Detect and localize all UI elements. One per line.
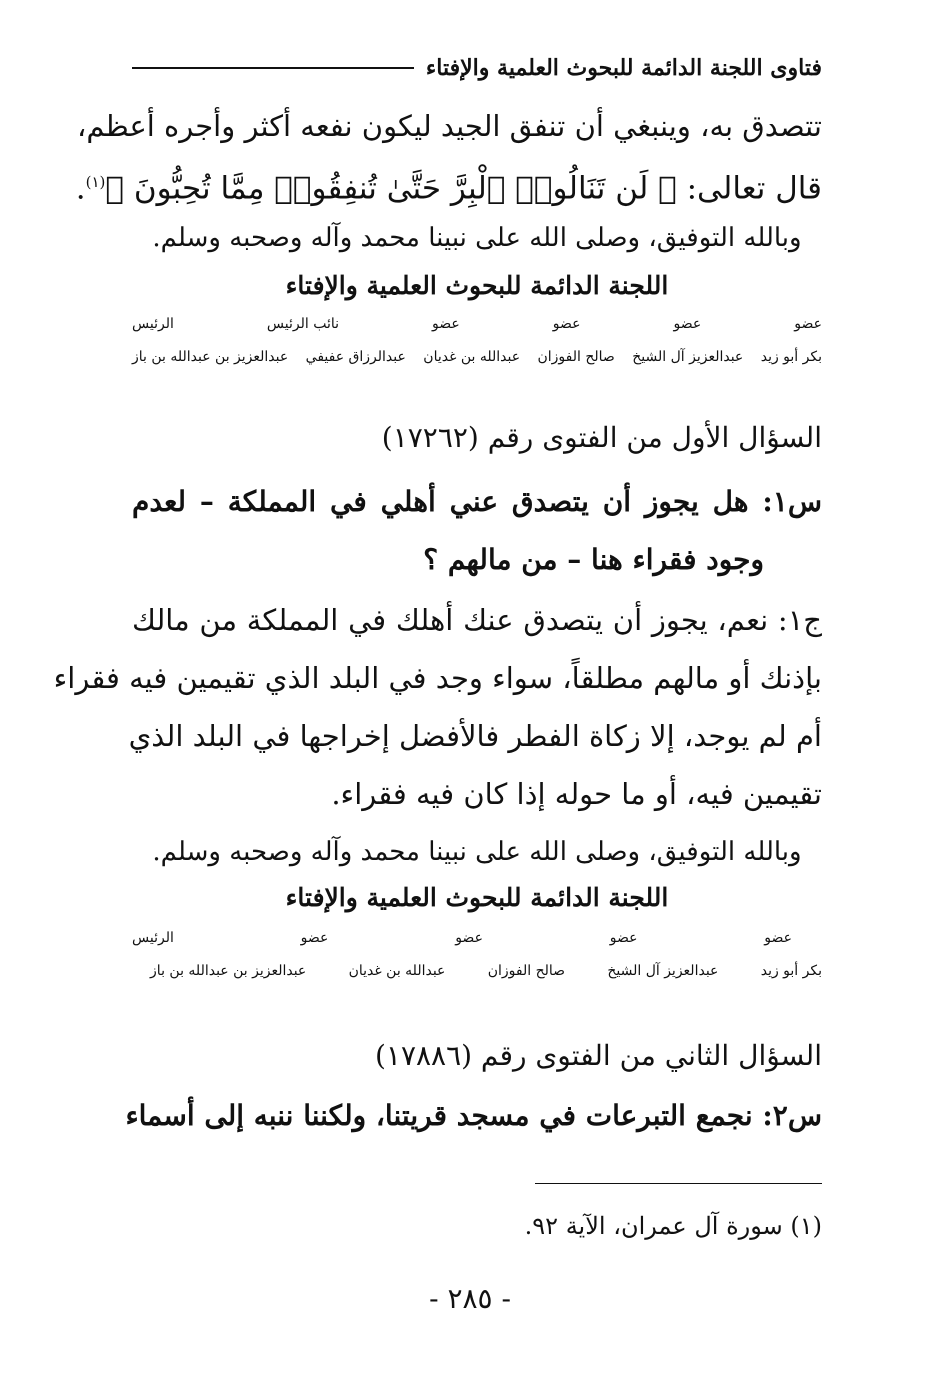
member-name: عبدالله بن غديان <box>423 349 521 365</box>
quran-verse-line <box>75 162 822 208</box>
quran-verse: قال تعالى: ﴿ لَن تَنَالُوا۟ ٱلْبِرَّ حَتَّىٰ تُنفِقُوا۟ مِمَّا تُحِبُّونَ ﴾ <box>105 170 822 207</box>
question-heading: السؤال الثاني من الفتوى رقم (١٧٨٨٦) <box>374 1039 822 1072</box>
running-header <box>132 48 822 88</box>
answer-text: ج١: نعم، يجوز أن يتصدق عنك أهلك في المملكة من مالك <box>132 603 822 637</box>
member-role: عضو <box>794 316 822 332</box>
page-number: - ٢٨٥ - <box>429 1282 511 1315</box>
member-name: عبدالعزيز بن عبدالله بن باز <box>132 349 289 365</box>
member-name: عبدالله بن غديان <box>348 963 446 979</box>
member-name: عبدالعزيز بن عبدالله بن باز <box>150 963 307 979</box>
footnote: (١) سورة آل عمران، الآية ٩٢. <box>524 1212 822 1240</box>
question-text: س٢: نجمع التبرعات في مسجد قريتنا، ولكننا ننبه إلى أسماء <box>125 1099 822 1132</box>
committee-roles-row <box>132 314 822 334</box>
question-text: س١: هل يجوز أن يتصدق عني أهلي في المملكة – لعدم <box>132 485 822 518</box>
member-role: عضو <box>552 316 581 332</box>
committee-title: اللجنة الدائمة للبحوث العلمية والإفتاء <box>285 271 669 300</box>
question-text: وجود فقراء هنا – من مالهم ؟ <box>423 543 764 576</box>
member-role: عضو <box>609 930 638 946</box>
member-name: بكر أبو زيد <box>760 963 822 979</box>
text-line: تتصدق به، وينبغي أن تنفق الجيد ليكون نفعه أكثر وأجره أعظم، <box>77 109 822 143</box>
answer-text: بإذنك أو مالهم مطلقاً، سواء وجد في البلد الذي تقيمين فيه فقراء <box>53 661 822 695</box>
header-rule <box>132 67 414 69</box>
header-title: فتاوى اللجنة الدائمة للبحوث العلمية والإفتاء <box>425 55 822 81</box>
committee-title: اللجنة الدائمة للبحوث العلمية والإفتاء <box>285 883 669 912</box>
member-role: الرئيس <box>132 930 174 946</box>
member-name: صالح الفوزان <box>537 349 615 365</box>
member-name: عبدالعزيز آل الشيخ <box>632 349 744 365</box>
closing-line: وبالله التوفيق، وصلى الله على نبينا محمد وآله وصحبه وسلم. <box>152 837 802 867</box>
verse-period: . <box>75 170 86 207</box>
member-name: عبدالرزاق عفيفي <box>305 349 406 365</box>
member-role: الرئيس <box>132 316 174 332</box>
member-role: عضو <box>455 930 483 946</box>
member-role: عضو <box>764 930 792 946</box>
committee-roles-row <box>132 928 792 948</box>
footnote-rule <box>535 1183 822 1184</box>
committee-names-row <box>150 961 822 981</box>
closing-line: وبالله التوفيق، وصلى الله على نبينا محمد وآله وصحبه وسلم. <box>152 223 802 253</box>
answer-text: تقيمين فيه، أو ما حوله إذا كان فيه فقراء. <box>331 777 822 811</box>
footnote-ref: (١) <box>85 173 106 191</box>
member-name: صالح الفوزان <box>487 963 566 979</box>
member-role: عضو <box>673 316 702 332</box>
member-name: بكر أبو زيد <box>760 349 822 365</box>
member-role: نائب الرئيس <box>266 316 339 332</box>
member-role: عضو <box>432 316 460 332</box>
answer-text: أم لم يوجد، إلا زكاة الفطر فالأفضل إخراجها في البلد الذي <box>128 719 822 753</box>
member-name: عبدالعزيز آل الشيخ <box>607 963 719 979</box>
question-heading: السؤال الأول من الفتوى رقم (١٧٢٦٢) <box>381 421 822 454</box>
committee-names-row <box>132 347 822 367</box>
member-role: عضو <box>300 930 329 946</box>
